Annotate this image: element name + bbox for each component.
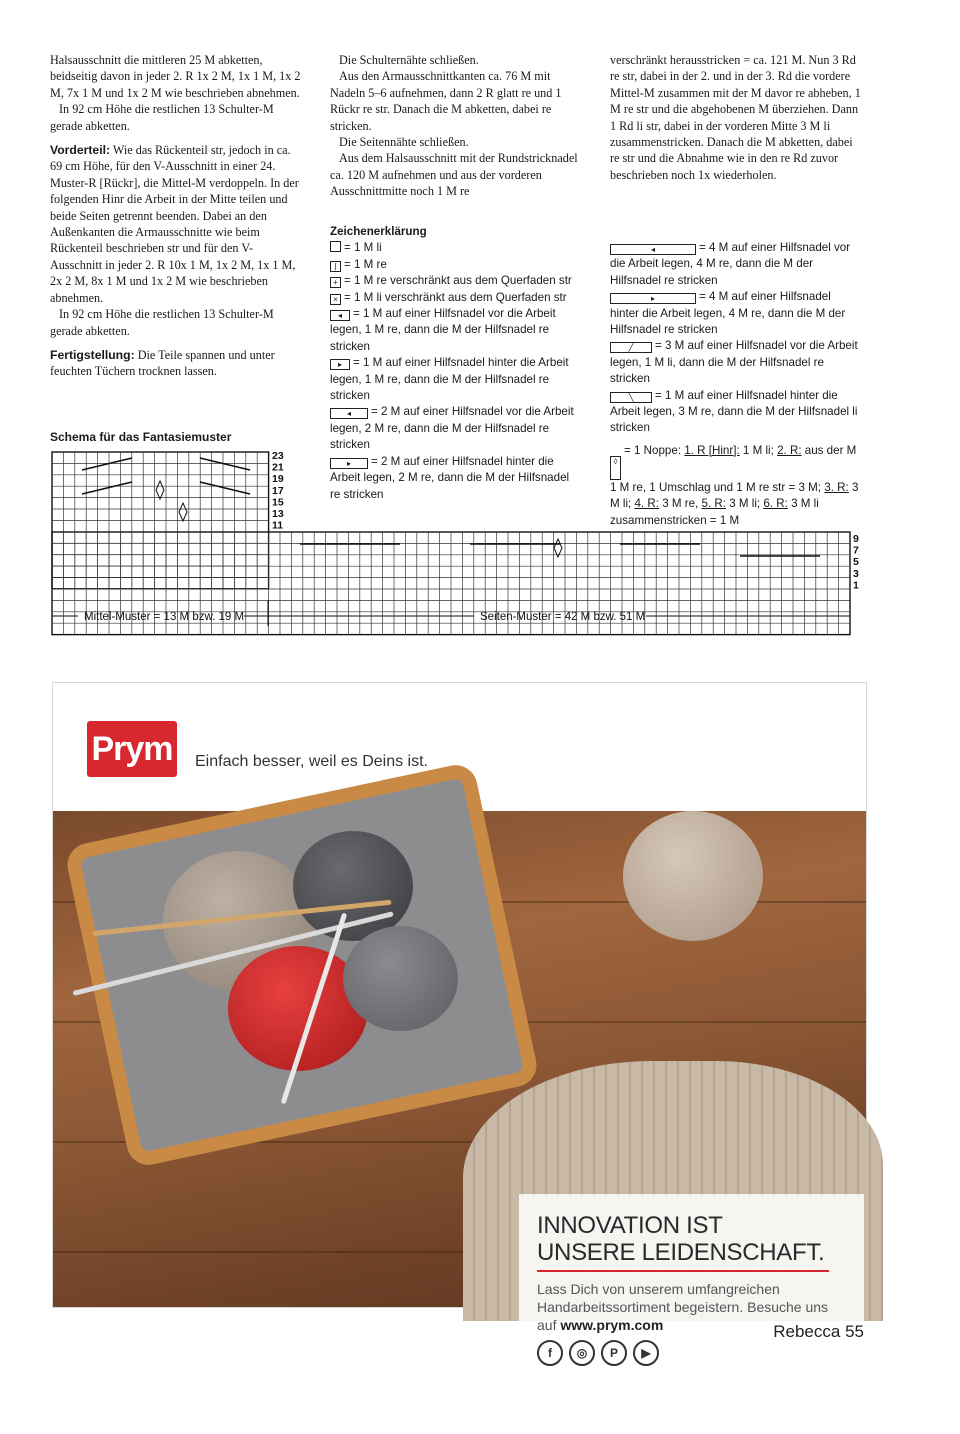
row-number: 19 (272, 473, 284, 486)
paragraph: In 92 cm Höhe die restlichen 13 Schulter-M gerade abketten. (50, 307, 274, 338)
instagram-icon[interactable]: ◎ (569, 1340, 595, 1366)
youtube-icon[interactable]: ▶ (633, 1340, 659, 1366)
legend-item: ╱ = 3 M auf einer Hilfsnadel vor die Arbeit legen, 1 M li, dann die M der Hilfsnadel re stricken (610, 339, 858, 386)
cable-symbol (82, 458, 132, 470)
cross-left-4-symbol-icon: ◂ (610, 244, 696, 255)
legend-item: ◂ = 4 M auf einer Hilfsnadel vor die Arbeit legen, 4 M re, dann die M der Hilfsnadel re stricken (610, 241, 851, 287)
section-text: Die Teile spannen und unter feuchten Tüchern trocknen lassen. (50, 347, 275, 379)
row-number: 13 (272, 508, 284, 520)
chart-title: Schema für das Fantasiemuster (50, 430, 232, 444)
cross-right-1-symbol-icon: ▸ (330, 359, 350, 370)
facebook-icon[interactable]: f (537, 1340, 563, 1366)
section-label: Vorderteil: (50, 143, 111, 158)
promo-headline: INNOVATION IST UNSERE LEIDENSCHAFT. (537, 1212, 825, 1266)
row-number: 3 (853, 567, 859, 580)
paragraph: verschränkt herausstricken = ca. 121 M. Nun 3 Rd re str, dabei in der 2. und in der 3. Rd die vordere Mittel-M zusammen mit der M davor re abheben, 1 M re str und die abgehobenen M überziehen. Dann 1 Rd li str, dabei in der vorderen Mitte 3 M li zusammenstricken. Danach die M abketten, dabei re str und die Abnahme wie in den re Rd zuvor beschrieben noch 1x wiederholen. (610, 53, 861, 182)
legend-item: ╲ = 1 M auf einer Hilfsnadel hinter die Arbeit legen, 3 M re, dann die M der Hilfsnadel li stricken (610, 388, 858, 435)
row-number: 1 (853, 579, 859, 592)
section-label: Fertigstellung: (50, 347, 135, 362)
bobble-symbol (179, 503, 187, 521)
paragraph: Die Seitennähte schließen. (339, 135, 469, 150)
row-number: 5 (853, 556, 859, 569)
knitting-chart (0, 0, 960, 640)
section-text: Wie das Rückenteil str, jedoch in ca. 69 cm Höhe, für den V-Ausschnitt in einer 24. Muster-R [Rückr], die Mittel-M verdoppeln. In der folgenden Hinr die Arbeit in der Mitte teilen und beide Seiten getrennt beenden. Dabei an den Außenkanten die Armausschnitte wie beim Rückenteil beschrieben str und für den V-Ausschnitt in jeder 2. R 10x 1 M, 1x 2 M, 1x 1 M, 2x 2 M, 8x 1 M und 1x 2 M wie beschrieben abnehmen. (50, 143, 299, 305)
promo-body: Lass Dich von unserem umfangreichen Handarbeitssortiment begeistern. Besuche uns auf www.prym.com (537, 1281, 829, 1333)
promo-divider (537, 1270, 829, 1272)
promo-box (519, 1194, 864, 1434)
legend-item: ▸ = 1 M auf einer Hilfsnadel hinter die Arbeit legen, 1 M re, dann die M der Hilfsnadel re stricken (330, 356, 569, 403)
cable-symbol (200, 458, 250, 470)
row-number: 23 (272, 450, 284, 462)
row-number: 9 (853, 533, 859, 545)
page-number: 55 (845, 1322, 864, 1341)
row-number: 11 (272, 519, 284, 532)
paragraph: Aus den Armausschnittkanten ca. 76 M mit Nadeln 5–6 aufnehmen, dann 2 R glatt re und 1 Rückr re str. Danach die M abketten, dabei re stricken. (330, 69, 562, 133)
cross-right-4-symbol-icon: ▸ (610, 293, 696, 304)
legend-item: × = 1 M li verschränkt aus dem Querfaden str (330, 290, 582, 306)
cross-right-2-symbol-icon: ▸ (330, 458, 368, 469)
prym-logo: Prym (87, 721, 177, 777)
legend-item: ◂ = 2 M auf einer Hilfsnadel vor die Arbeit legen, 2 M re, dann die M der Hilfsnadel re stricken (330, 405, 574, 452)
row-number: 7 (853, 544, 859, 557)
bobble-symbol (156, 481, 164, 499)
legend-item: ▸ = 4 M auf einer Hilfsnadel hinter die Arbeit legen, 4 M re, dann die M der Hilfsnadel re stricken (610, 290, 846, 337)
bobble-symbol-icon: ◊ (610, 456, 621, 480)
mittel-muster-label: Mittel-Muster = 13 M bzw. 19 M (84, 611, 245, 623)
legend-item: = 1 M li (330, 240, 582, 256)
legend-item: ◂ = 1 M auf einer Hilfsnadel vor die Arbeit legen, 1 M re, dann die M der Hilfsnadel re stricken (330, 307, 556, 353)
cable-symbol (82, 482, 132, 494)
row-number: 17 (272, 484, 284, 497)
paragraph: In 92 cm Höhe die restlichen 13 Schulter-M gerade abketten. (50, 102, 274, 133)
legend-title: Zeichenerklärung (330, 225, 427, 238)
promo-url[interactable]: www.prym.com (560, 1317, 664, 1333)
legend-item-noppe: ◊= 1 Noppe: 1. R [Hinr]: 1 M li; 2. R: aus der M 1 M re, 1 Umschlag und 1 M re str = 3 M; 3. R: 3 M li; 4. R: 3 M re, 5. R: 3 M li; 6. R: 3 M li zusammenstricken = 1 M (610, 443, 859, 527)
row-number: 15 (272, 496, 284, 509)
magazine-name: Rebecca (773, 1322, 841, 1341)
bobble-symbol (554, 539, 562, 557)
knit-symbol-icon: | (330, 261, 341, 272)
row-number: 21 (272, 461, 284, 474)
cross-left-3-1-symbol-icon: ╱ (610, 342, 652, 353)
ad-tagline: Einfach besser, weil es Deins ist. (195, 753, 428, 770)
legend-item: | = 1 M re (330, 257, 582, 273)
paragraph: Halsausschnitt die mittleren 25 M abketten, beidseitig davon in jeder 2. R 1x 2 M, 1x 1 M, 1x 2 M, 7x 1 M und 1x 2 M wie beschrieben abnehmen. (50, 53, 301, 100)
legend-item: + = 1 M re verschränkt aus dem Querfaden str (330, 273, 582, 289)
pinterest-icon[interactable]: P (601, 1340, 627, 1366)
yarn-ball-cream (623, 811, 763, 941)
yarn-ball-grey (343, 926, 458, 1031)
page-footer (773, 1322, 864, 1342)
cable-symbol (200, 482, 250, 494)
purl-twisted-symbol-icon: × (330, 294, 341, 305)
paragraph: Aus dem Halsausschnitt mit der Rundstricknadel ca. 120 M aufnehmen und aus der vorderen Ausschnittmitte noch 1 M re (330, 151, 578, 199)
paragraph: Die Schulternähte schließen. (339, 53, 479, 67)
legend-item: ▸ = 2 M auf einer Hilfsnadel hinter die Arbeit legen, 2 M re, dann die M der Hilfsnadel re stricken (330, 454, 570, 501)
seiten-muster-label: Seiten-Muster = 42 M bzw. 51 M (480, 611, 646, 623)
knit-twisted-symbol-icon: + (330, 277, 341, 288)
cross-left-2-symbol-icon: ◂ (330, 408, 368, 419)
cross-left-1-symbol-icon: ◂ (330, 310, 350, 321)
social-icons (537, 1340, 659, 1366)
cross-right-1-3-symbol-icon: ╲ (610, 392, 652, 403)
